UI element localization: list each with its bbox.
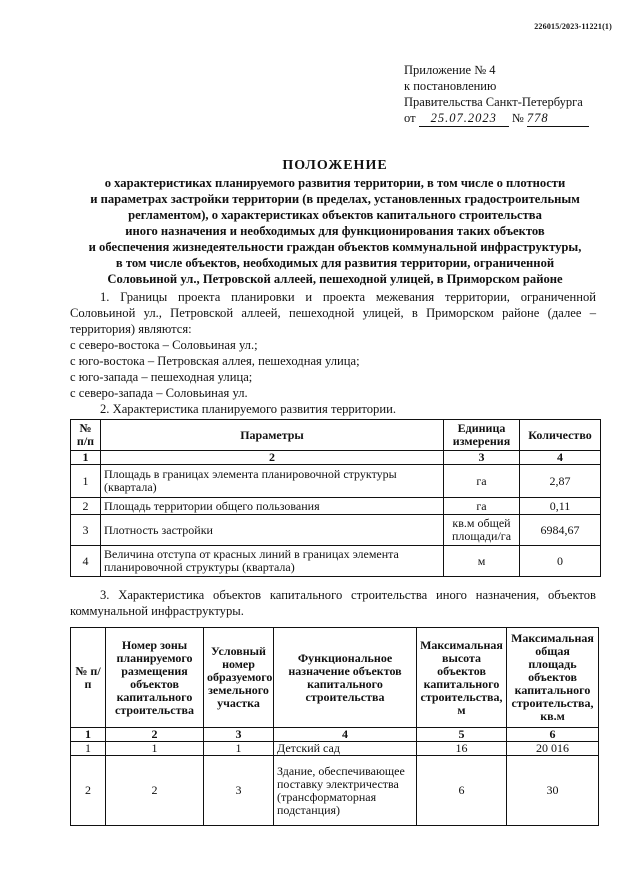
table-row (71, 756, 599, 826)
title-line: иного назначения и необходимых для функционирования таких объектов (125, 224, 545, 238)
table-cell: м (444, 546, 520, 577)
table-cell: 4 (71, 546, 101, 577)
date-prefix: от (404, 111, 416, 125)
table-index-row (71, 728, 599, 742)
table-cell: Площадь территории общего пользования (101, 498, 444, 515)
annex-authority: Правительства Санкт-Петербурга (404, 95, 583, 109)
index-cell: 6 (507, 728, 599, 742)
table-cell: 16 (417, 742, 507, 756)
header-cell: Условный номер образуемого земельного участка (204, 628, 274, 728)
table-cell: 2 (71, 498, 101, 515)
header-cell: Максимальная высота объектов капитального строительства, м (417, 628, 507, 728)
boundary-item: с юго-запада – пешеходная улица; (70, 370, 253, 384)
header-cell: Количество (520, 420, 601, 451)
title-heading: ПОЛОЖЕНИЕ (282, 158, 388, 173)
title-line: регламентом), о характеристиках объектов капитального строительства (128, 208, 542, 222)
table-cell: га (444, 498, 520, 515)
number-prefix: № (511, 111, 524, 125)
table-cell: 3 (204, 756, 274, 826)
table-cell: 1 (71, 742, 106, 756)
index-cell: 4 (520, 451, 601, 465)
resolution-number: 778 (527, 110, 589, 127)
table-cell: Здание, обеспечивающее поставку электричества (трансформаторная подстанция) (274, 756, 417, 826)
boundary-item: с северо-запада – Соловьиная ул. (70, 386, 248, 400)
table-row (71, 498, 601, 515)
territory-parameters-table (70, 419, 601, 577)
header-cell: № п/п (71, 628, 106, 728)
table-cell: Величина отступа от красных линий в границах элемента планировочной структуры (квартала) (101, 546, 444, 577)
table-cell: Площадь в границах элемента планировочной структуры (квартала) (101, 465, 444, 498)
table-cell: Детский сад (274, 742, 417, 756)
index-cell: 3 (444, 451, 520, 465)
document-title (40, 158, 630, 287)
document-registration-number: 226015/2023-11221(1) (534, 22, 612, 31)
index-cell: 2 (106, 728, 204, 742)
paragraph-3: 3. Характеристика объектов капитального строительства иного назначения, объектов коммунальной инфраструктуры. (70, 588, 596, 618)
capital-construction-objects-table (70, 627, 599, 826)
resolution-date: 25.07.2023 (419, 110, 509, 127)
table-cell: 1 (71, 465, 101, 498)
index-cell: 2 (101, 451, 444, 465)
table-cell: 6 (417, 756, 507, 826)
index-cell: 4 (274, 728, 417, 742)
header-cell: Максимальная общая площадь объектов капитального строительства, кв.м (507, 628, 599, 728)
title-line: Соловьиной ул., Петровской аллеей, пешеходной улицей, в Приморском районе (107, 272, 563, 286)
index-cell: 3 (204, 728, 274, 742)
index-cell: 5 (417, 728, 507, 742)
title-line: и параметрах застройки территории (в пределах, установленных градостроительным (90, 192, 580, 206)
annex-block (404, 62, 589, 127)
header-cell: Номер зоны планируемого размещения объектов капитального строительства (106, 628, 204, 728)
title-line: о характеристиках планируемого развития территории, в том числе о плотности (104, 176, 566, 190)
table-cell: 20 016 (507, 742, 599, 756)
table-cell: 2 (71, 756, 106, 826)
title-line: и обеспечения жизнедеятельности граждан объектов коммунальной инфраструктуры, (88, 240, 582, 254)
table-cell: га (444, 465, 520, 498)
table-cell: 1 (204, 742, 274, 756)
table-header-row (71, 628, 599, 728)
table-cell: Плотность застройки (101, 515, 444, 546)
paragraph-1: 1. Границы проекта планировки и проекта межевания территории, ограниченной Соловьиной ул., Петровской аллеей, пешеходной улицей, в Приморском районе (далее – территория) являются: (70, 290, 596, 336)
index-cell: 1 (71, 728, 106, 742)
table-row (71, 515, 601, 546)
table-index-row (71, 451, 601, 465)
title-line: в том числе объектов, необходимых для развития территории, ограниченной (115, 256, 555, 270)
annex-reference: к постановлению (404, 79, 497, 93)
table-header-row (71, 420, 601, 451)
table-cell: 0 (520, 546, 601, 577)
header-cell: № п/п (71, 420, 101, 451)
header-cell: Единица измерения (444, 420, 520, 451)
index-cell: 1 (71, 451, 101, 465)
table-cell: 6984,67 (520, 515, 601, 546)
table-cell: 2 (106, 756, 204, 826)
table-row (71, 546, 601, 577)
annex-date-line (404, 110, 589, 127)
table-cell: 0,11 (520, 498, 601, 515)
table-cell: 1 (106, 742, 204, 756)
annex-title: Приложение № 4 (404, 63, 496, 77)
table-row (71, 742, 599, 756)
boundary-item: с юго-востока – Петровская аллея, пешеходная улица; (70, 354, 360, 368)
table-row (71, 465, 601, 498)
header-cell: Параметры (101, 420, 444, 451)
table-cell: 2,87 (520, 465, 601, 498)
boundary-item: с северо-востока – Соловьиная ул.; (70, 338, 258, 352)
table-cell: 3 (71, 515, 101, 546)
table-cell: кв.м общей площади/га (444, 515, 520, 546)
boundary-list (70, 337, 360, 401)
paragraph-2: 2. Характеристика планируемого развития территории. (100, 402, 396, 416)
table-cell: 30 (507, 756, 599, 826)
header-cell: Функциональное назначение объектов капитального строительства (274, 628, 417, 728)
